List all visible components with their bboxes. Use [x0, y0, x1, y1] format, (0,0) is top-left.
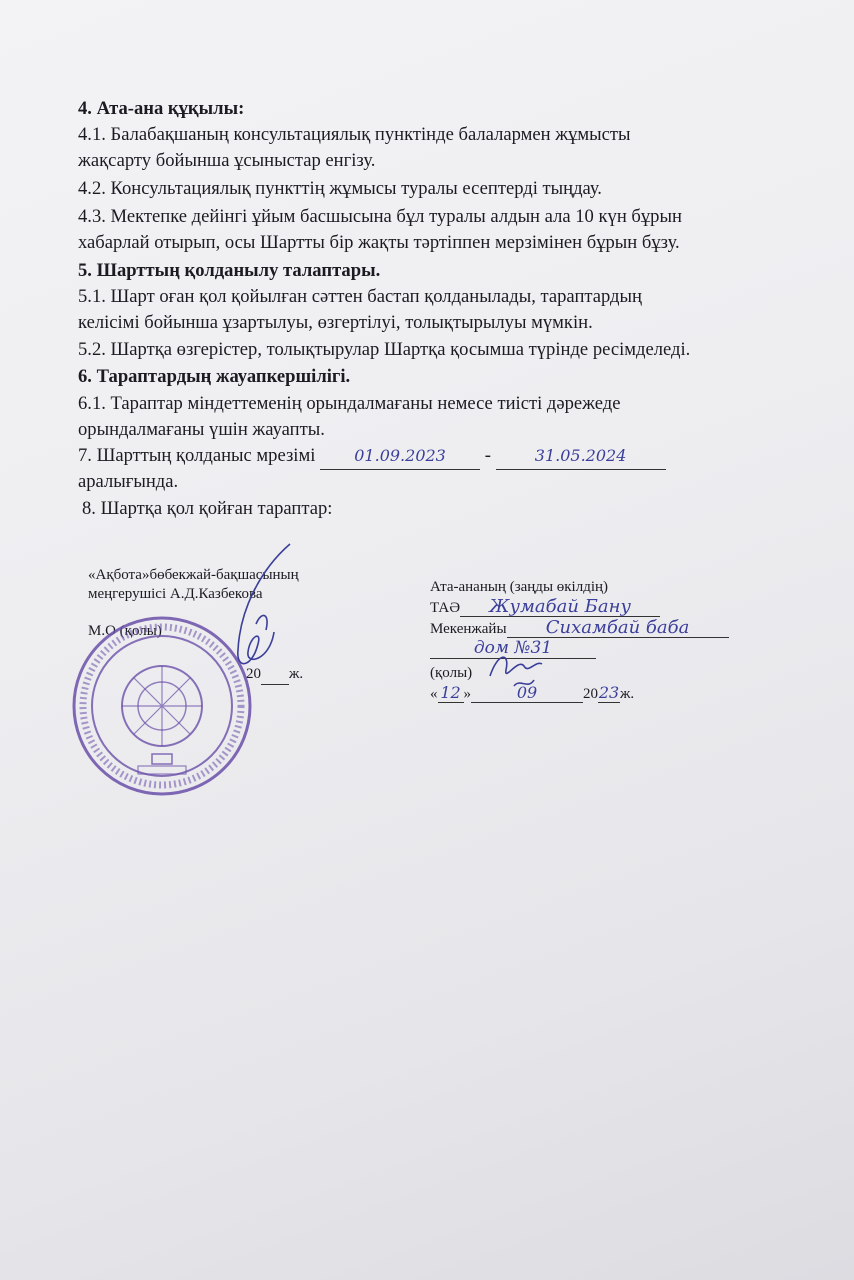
- date-day: 12: [438, 683, 464, 703]
- date-open-quote: «: [430, 686, 438, 702]
- section4-p1-line1: 4.1. Балабақшаның консультациялық пунктінде балалармен жұмысты: [78, 124, 631, 145]
- section5-p2: 5.2. Шартқа өзгерістер, толықтырулар Шартқа қосымша түрінде ресімделеді.: [78, 339, 691, 360]
- date-year: 23: [598, 683, 620, 702]
- left-party-mp: М.О (қолы): [88, 623, 162, 639]
- right-party-name-row: [430, 597, 729, 618]
- section6-p1-line2: орындалмағаны үшін жауапты.: [78, 419, 325, 440]
- section4-p1-line2: жақсарту бойынша ұсыныстар енгізу.: [78, 150, 376, 171]
- term-label: 7. Шарттың қолданыс мрезімі: [78, 445, 316, 466]
- left-party-head: меңгерушісі А.Д.Казбекова: [88, 586, 263, 602]
- section5-p1-line2: келісімі бойынша ұзартылуы, өзгертілуі, толықтырылуы мүмкін.: [78, 312, 593, 333]
- right-party-address-row: [430, 618, 729, 639]
- right-party-block: [430, 578, 729, 704]
- section6-heading: 6. Тараптардың жауапкершілігі.: [78, 366, 351, 387]
- right-party-title: Ата-ананың (заңды өкілдің): [430, 579, 609, 595]
- date-year-suffix: ж.: [620, 686, 635, 702]
- right-party-date-row: [430, 683, 729, 704]
- address-value-2: дом №31: [430, 639, 596, 659]
- address-label: Мекенжайы: [430, 621, 507, 637]
- section4-p3-line2: хабарлай отырып, осы Шартты бір жақты тәртіппен мерзімінен бұрын бұзу.: [78, 232, 680, 253]
- right-party-address-row2: [430, 639, 729, 659]
- term-end-date: 31.05.2024: [496, 443, 666, 470]
- date-month: 09: [471, 683, 583, 703]
- signed-parties-label: 8. Шартқа қол қойған тараптар:: [82, 498, 333, 519]
- left-year-suffix: ж.: [289, 666, 304, 682]
- sign-label: (қолы): [430, 665, 473, 681]
- section5-p1-line1: 5.1. Шарт оған қол қойылған сәттен бастап қолданылады, тараптардың: [78, 286, 642, 307]
- left-year-prefix: 20: [246, 666, 261, 682]
- address-value-1: Сихамбай баба: [507, 618, 729, 638]
- right-signature: [484, 646, 554, 696]
- section6-p1-line1: 6.1. Тараптар міндеттеменің орындалмағаны немесе тиісті дәрежеде: [78, 393, 621, 414]
- section4-p2: 4.2. Консультациялық пункттің жұмысы туралы есептерді тыңдау.: [78, 178, 602, 199]
- term-dash: -: [484, 445, 491, 466]
- date-year-prefix: 20: [583, 686, 598, 702]
- term-line: [78, 443, 666, 470]
- section5-heading: 5. Шарттың қолданылу талаптары.: [78, 260, 381, 281]
- name-value: Жумабай Бану: [460, 597, 660, 617]
- left-party-org: «Ақбота»бөбекжай-бақшасының: [88, 567, 299, 583]
- left-signature: [200, 540, 310, 680]
- section4-p3-line1: 4.3. Мектепке дейінгі ұйым басшысына бұл туралы алдын ала 10 күн бұрын: [78, 206, 682, 227]
- section4-heading: 4. Ата-ана құқылы:: [78, 98, 245, 119]
- right-party-sign-row: [430, 664, 729, 683]
- term-start-date: 01.09.2023: [320, 443, 480, 470]
- term-suffix: аралығында.: [78, 471, 179, 492]
- name-label: ТАӘ: [430, 600, 461, 616]
- date-close-quote: »: [463, 686, 471, 702]
